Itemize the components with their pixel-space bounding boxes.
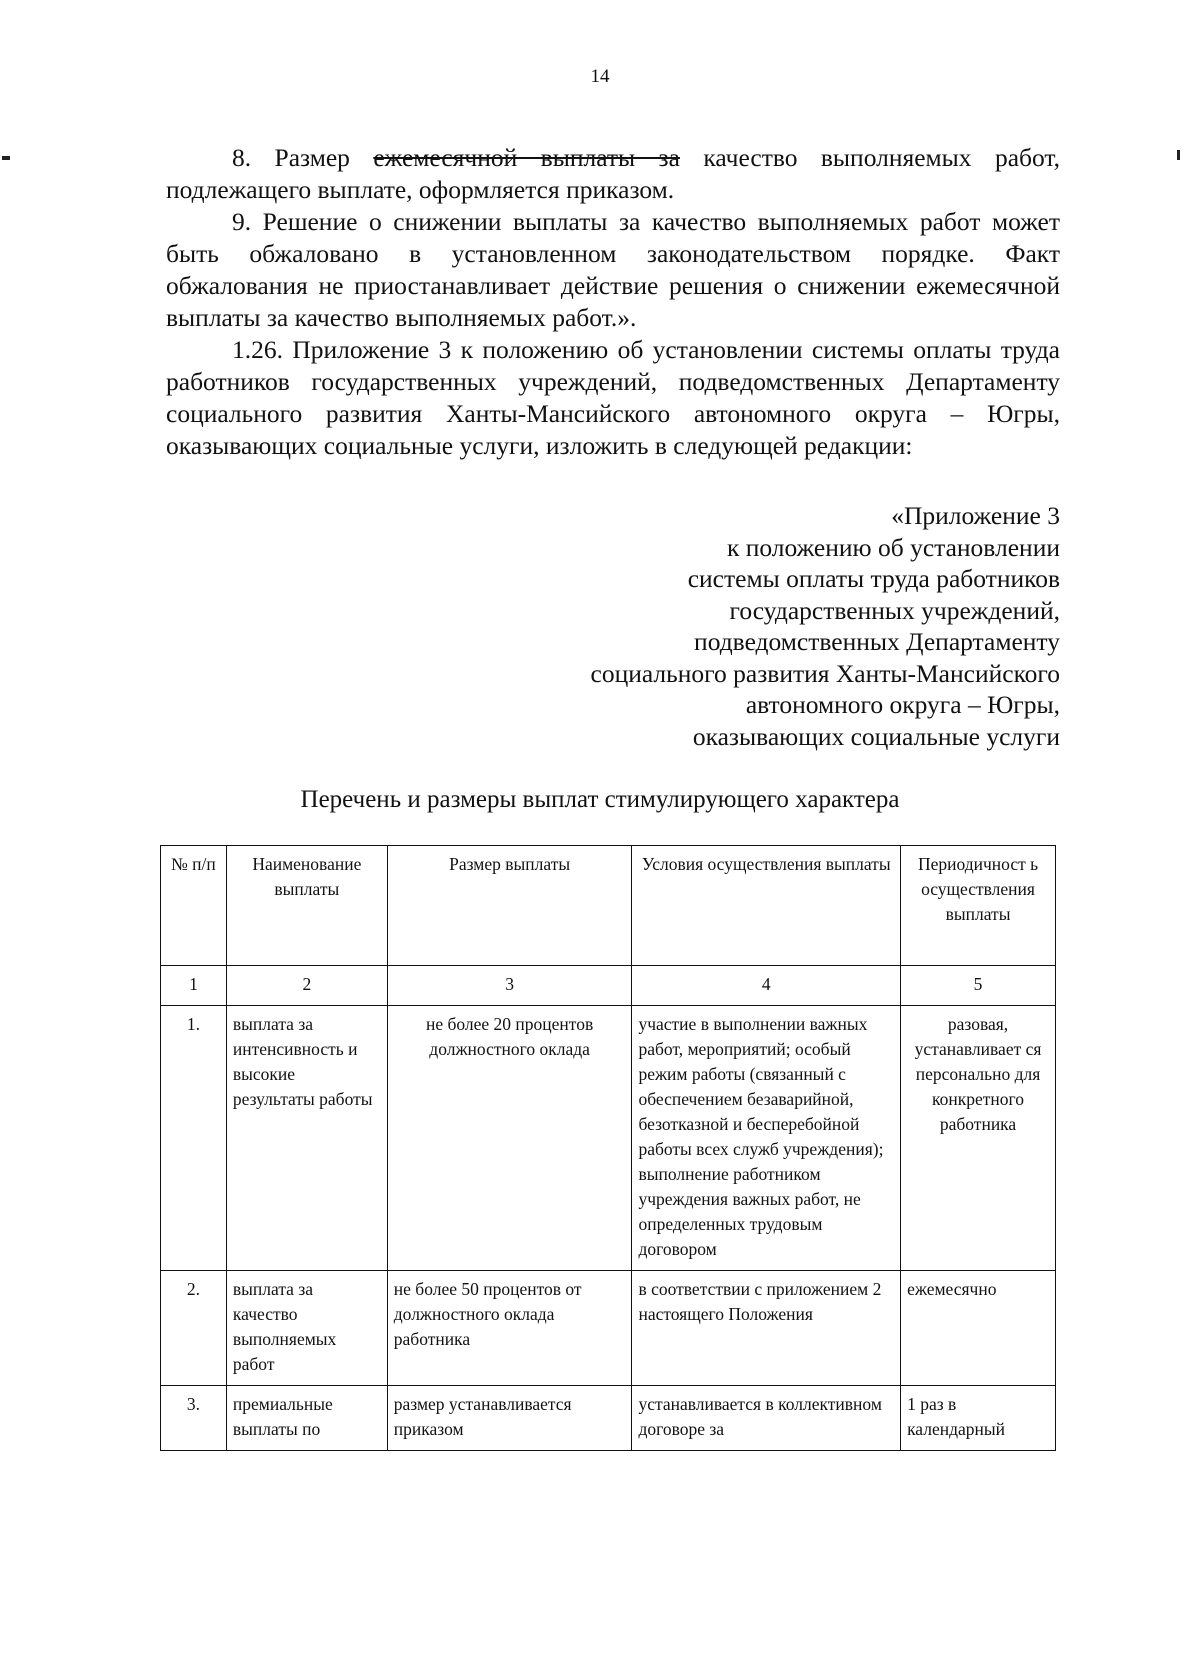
payment-size: размер устанавливается приказом [387, 1386, 632, 1451]
header-payment-name: Наименование выплаты [226, 846, 387, 966]
column-number: 3 [387, 966, 632, 1006]
appendix-heading [591, 500, 1060, 752]
scan-mark-left [2, 156, 10, 160]
paragraph-1-26 [166, 334, 1060, 462]
table-row [161, 1006, 1056, 1271]
appendix-line: системы оплаты труда работников [687, 564, 1060, 593]
payment-conditions: в соответствии с приложением 2 настоящего Положения [632, 1271, 901, 1386]
appendix-line: социального развития Ханты-Мансийского [590, 658, 1060, 688]
appendix-line: к положению об установлении [726, 532, 1060, 562]
appendix-line: подведомственных Департаменту [694, 627, 1060, 656]
table-header-row [161, 846, 1056, 966]
payment-name: премиальные выплаты по [226, 1386, 387, 1451]
table-title: Перечень и размеры выплат стимулирующего характера [300, 786, 900, 813]
column-number: 5 [901, 966, 1056, 1006]
row-number: 2. [161, 1271, 227, 1386]
column-number-row [161, 966, 1056, 1006]
column-number: 4 [632, 966, 901, 1006]
payments-table [160, 845, 1056, 1451]
header-conditions: Условия осуществления выплаты [632, 846, 901, 966]
payment-name: выплата за качество выполняемых работ [226, 1271, 387, 1386]
header-number: № п/п [161, 846, 227, 966]
payment-name: выплата за интенсивность и высокие результаты работы [226, 1006, 387, 1271]
column-number: 2 [226, 966, 387, 1006]
row-number: 1. [161, 1006, 227, 1271]
paragraph-9 [166, 206, 1060, 334]
appendix-line: государственных учреждений, [729, 595, 1060, 625]
paragraph-8 [166, 142, 1060, 206]
payment-periodicity: 1 раз в календарный [901, 1386, 1056, 1451]
paragraph-9-text: 9. Решение о снижении выплаты за качество выполняемых работ может быть обжаловано в установленном законодательством порядке. Факт обжалования не приостанавливает действие решения о снижении ежемесячной выплаты за качество выполняемых работ.». [166, 207, 1060, 332]
row-number: 3. [161, 1386, 227, 1451]
page-number: 14 [590, 66, 610, 87]
paragraph-8-end: качество выполняемых работ, подлежащего выплате, оформляется приказом. [166, 143, 1061, 204]
scan-mark-right [1177, 150, 1180, 160]
payment-periodicity: разовая, устанавливает ся персонально для конкретного работника [901, 1006, 1056, 1271]
payment-conditions: участие в выполнении важных работ, мероприятий; особый режим работы (связанный с обеспечением безаварийной, безотказной и бесперебойной работы всех служб учреждения); выполнение работником учреждения важных работ, не определенных трудовым договором [632, 1006, 901, 1271]
appendix-line: «Приложение 3 [891, 501, 1060, 530]
appendix-line: оказывающих социальные услуги [692, 721, 1060, 751]
column-number: 1 [161, 966, 227, 1006]
payment-size: не более 50 процентов от должностного оклада работника [387, 1271, 632, 1386]
payment-conditions: устанавливается в коллективном договоре за [632, 1386, 901, 1451]
paragraph-8-start: 8. Размер [232, 143, 374, 172]
table-row [161, 1271, 1056, 1386]
paragraph-8-struck-text: ежемесячной выплаты за [373, 143, 680, 172]
header-periodicity: Периодичност ь осуществления выплаты [901, 846, 1056, 966]
header-payment-size: Размер выплаты [387, 846, 632, 966]
payment-size: не более 20 процентов должностного оклада [387, 1006, 632, 1271]
paragraph-1-26-text: 1.26. Приложение 3 к положению об установлении системы оплаты труда работников государственных учреждений, подведомственных Департаменту социального развития Ханты-Мансийского автономного округа – Югры, оказывающих социальные услуги, изложить в следующей редакции: [166, 335, 1060, 460]
payment-periodicity: ежемесячно [901, 1271, 1056, 1386]
table-row [161, 1386, 1056, 1451]
appendix-line: автономного округа – Югры, [745, 690, 1060, 719]
